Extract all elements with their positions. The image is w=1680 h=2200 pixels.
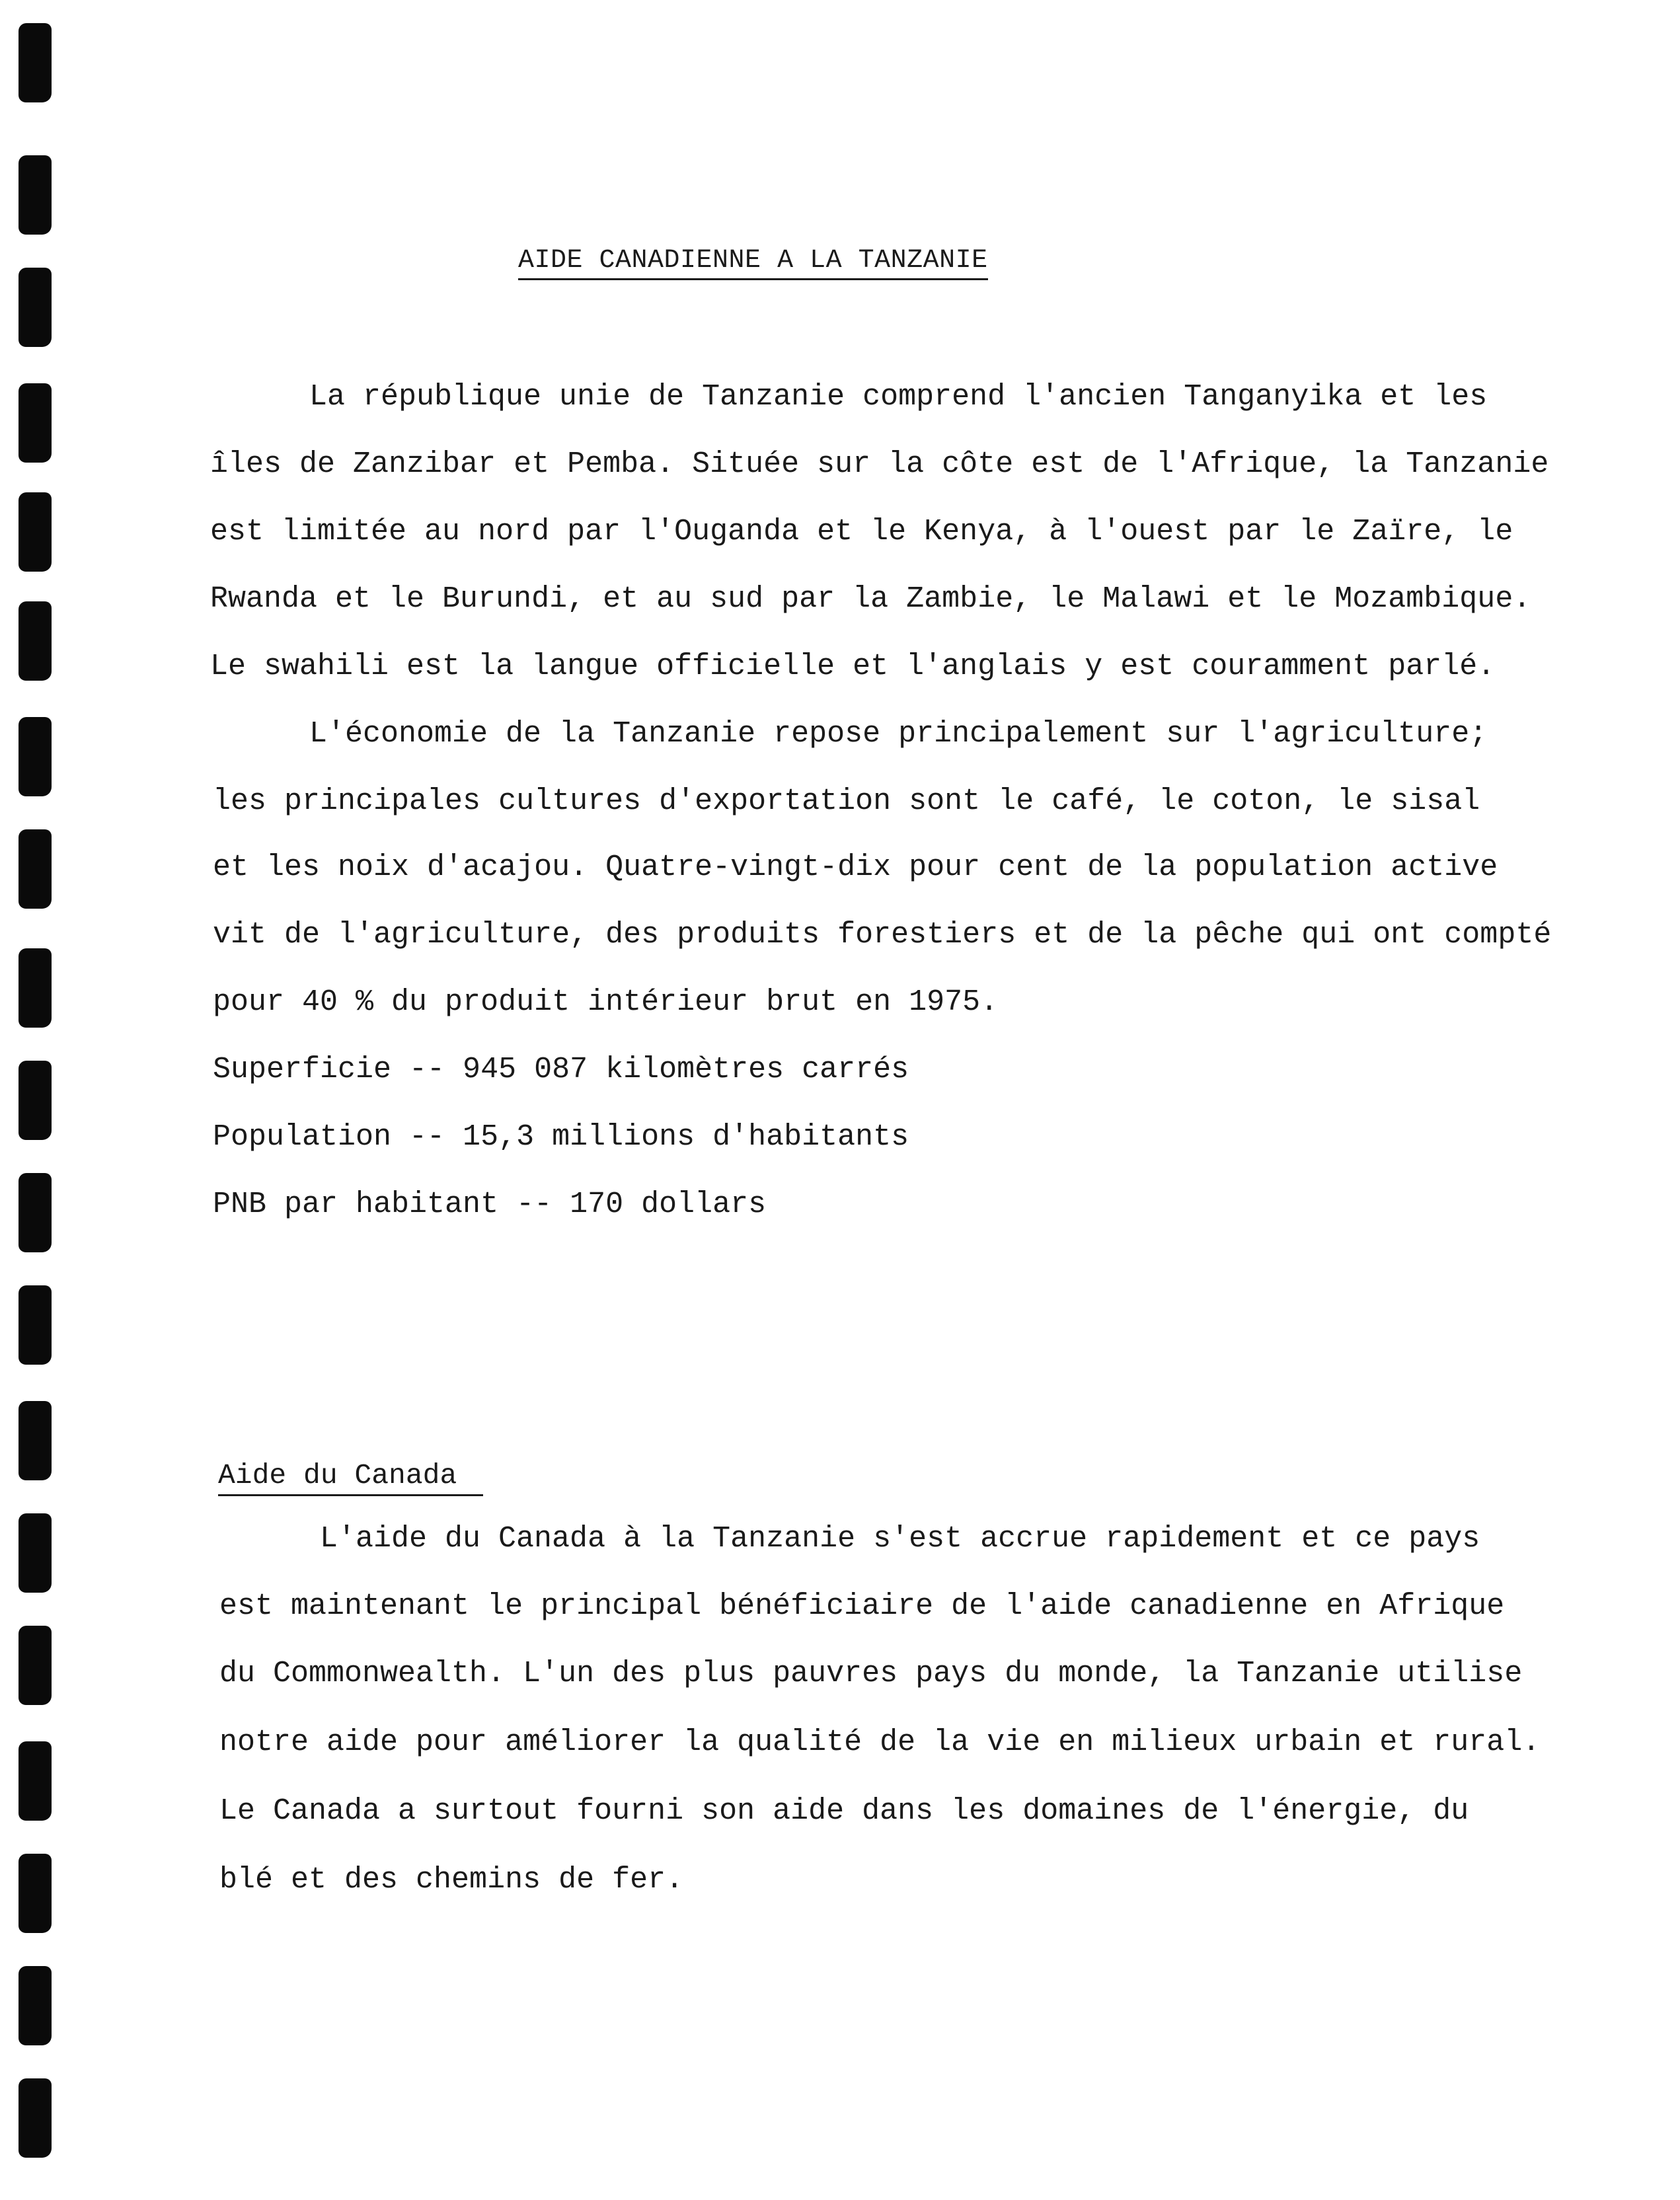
fact-line: PNB par habitant -- 170 dollars bbox=[213, 1188, 767, 1221]
paragraph-line: vit de l'agriculture, des produits forestiers et de la pêche qui ont compté bbox=[213, 918, 1552, 952]
binder-hole bbox=[19, 948, 52, 1028]
paragraph-line: La république unie de Tanzanie comprend l'ancien Tanganyika et les bbox=[309, 380, 1488, 414]
paragraph-line: Le Canada a surtout fourni son aide dans les domaines de l'énergie, du bbox=[219, 1794, 1469, 1828]
paragraph-line: est limitée au nord par l'Ouganda et le Kenya, à l'ouest par le Zaïre, le bbox=[210, 515, 1513, 549]
binder-hole bbox=[19, 1626, 52, 1705]
section-heading: Aide du Canada bbox=[218, 1459, 483, 1496]
binder-hole bbox=[19, 268, 52, 347]
binder-hole bbox=[19, 601, 52, 681]
paragraph-line: du Commonwealth. L'un des plus pauvres pays du monde, la Tanzanie utilise bbox=[219, 1657, 1523, 1690]
paragraph-line: blé et des chemins de fer. bbox=[219, 1863, 684, 1897]
binder-hole bbox=[19, 1854, 52, 1933]
paragraph-line: est maintenant le principal bénéficiaire de l'aide canadienne en Afrique bbox=[219, 1589, 1505, 1623]
binder-hole bbox=[19, 383, 52, 463]
fact-line: Population -- 15,3 millions d'habitants bbox=[213, 1120, 909, 1154]
binder-hole bbox=[19, 1966, 52, 2045]
binder-hole bbox=[19, 1285, 52, 1365]
page-title: AIDE CANADIENNE A LA TANZANIE bbox=[518, 246, 988, 280]
paragraph-line: et les noix d'acajou. Quatre-vingt-dix pour cent de la population active bbox=[213, 851, 1498, 884]
fact-line: Superficie -- 945 087 kilomètres carrés bbox=[213, 1053, 909, 1086]
binder-hole bbox=[19, 2078, 52, 2158]
paragraph-line: notre aide pour améliorer la qualité de la vie en milieux urbain et rural. bbox=[219, 1726, 1541, 1759]
paragraph-line: les principales cultures d'exportation sont le café, le coton, le sisal bbox=[213, 784, 1480, 818]
binder-hole bbox=[19, 1741, 52, 1821]
paragraph-line: L'économie de la Tanzanie repose principalement sur l'agriculture; bbox=[309, 717, 1488, 751]
binder-hole bbox=[19, 492, 52, 572]
binder-hole bbox=[19, 717, 52, 796]
paragraph-line: îles de Zanzibar et Pemba. Située sur la côte est de l'Afrique, la Tanzanie bbox=[210, 447, 1549, 481]
binder-hole bbox=[19, 1401, 52, 1480]
paragraph-line: Le swahili est la langue officielle et l'anglais y est couramment parlé. bbox=[210, 650, 1496, 683]
binder-hole bbox=[19, 1061, 52, 1140]
binder-hole bbox=[19, 155, 52, 235]
paragraph-line: Rwanda et le Burundi, et au sud par la Zambie, le Malawi et le Mozambique. bbox=[210, 582, 1531, 616]
binder-hole bbox=[19, 23, 52, 102]
paragraph-line: L'aide du Canada à la Tanzanie s'est accrue rapidement et ce pays bbox=[320, 1522, 1480, 1556]
paragraph-line: pour 40 % du produit intérieur brut en 1975. bbox=[213, 985, 999, 1019]
binder-hole bbox=[19, 829, 52, 909]
binder-hole bbox=[19, 1513, 52, 1593]
binder-hole bbox=[19, 1173, 52, 1252]
binder-holes bbox=[0, 0, 59, 2200]
